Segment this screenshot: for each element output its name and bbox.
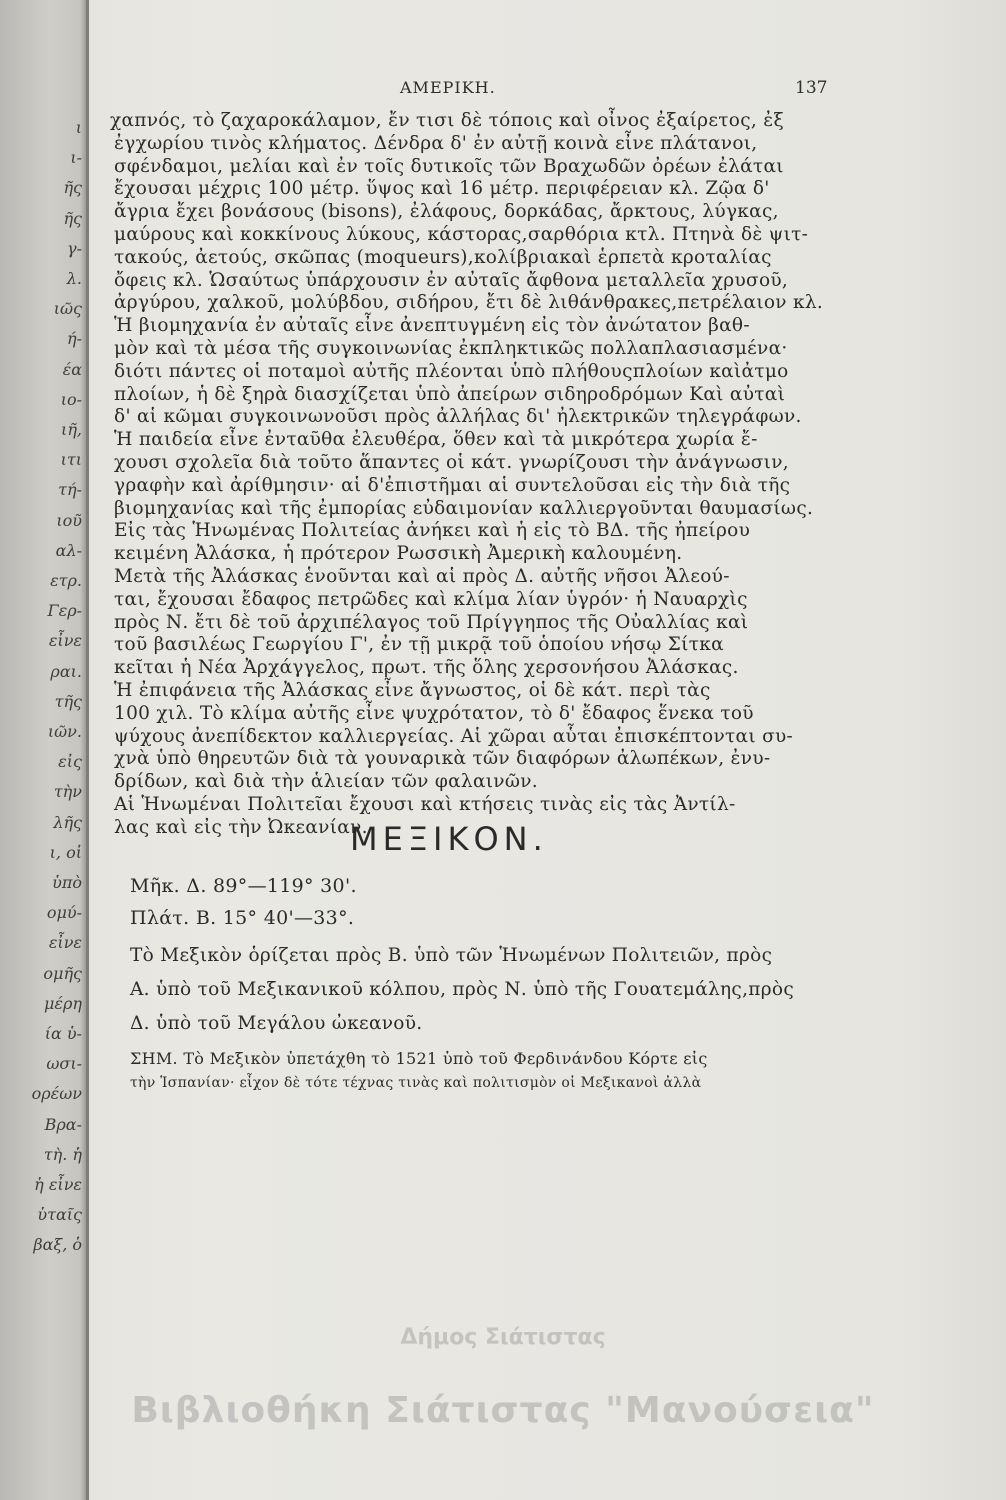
facing-page-fragment: ιτι [60,450,82,470]
facing-page-fragment: Γερ- [47,601,82,621]
text-line: πρὸς Ν. ἔτι δὲ τοῦ ἀρχιπέλαγος τοῦ Πρίγγηπος τῆς Οὐαλλίας καὶ [114,611,749,633]
text-line: Α. ὑπὸ τοῦ Μεξικανικοῦ κόλπου, πρὸς Ν. ὑπὸ τῆς Γουατεμάλης,πρὸς [130,979,795,1000]
facing-page-fragment: μέρη [44,993,82,1013]
watermark-line-1: Δήμος Σιάτιστας [400,1325,606,1350]
text-line: δ' αἱ κῶμαι συγκοινωνοῦσι πρὸς ἀλλήλας δι' ἠλεκτρικῶν τηλεγράφων. [114,406,802,428]
facing-page-fragment: ιῶς [53,299,82,319]
text-line: κεῖται ἡ Νέα Ἀρχάγγελος, πρωτ. τῆς ὅλης χερσονήσου Ἀλάσκας. [114,657,739,679]
facing-page-fragment: ιῆ, [61,420,82,439]
text-line: Εἰς τὰς Ἡνωμένας Πολιτείας ἀνήκει καὶ ἡ εἰς τὸ ΒΔ. τῆς ἠπείρου [114,520,751,542]
facing-page-fragment: ὑπὸ [52,873,82,892]
page-header [0,78,1006,108]
book-gutter [86,0,89,1500]
facing-page-fragment: ία ὑ- [44,1024,82,1043]
text-line: ται, ἔχουσαι ἔδαφος πετρῶδες καὶ κλίμα λίαν ὑγρόν· ἡ Ναυαρχὶς [114,588,748,610]
facing-page-fragment: ἡ εἶνε [34,1175,82,1194]
facing-page-fragment: εἶνε [48,631,82,651]
facing-page-fragment: ι, οἱ [49,842,82,862]
text-line: χαπνός, τὸ ζαχαροκάλαμον, ἔν τισι δὲ τόποις καὶ οἶνος ἐξαίρετος, ἐξ [110,110,784,131]
text-line: τακούς, ἀετούς, σκῶπας (moqueurs),κολίβριακαὶ ἑρπετὰ κροταλίας [114,246,772,268]
facing-page-fragment: ῆς [63,208,82,228]
text-line: ἄγρια ἔχει βονάσους (bisons), ἐλάφους, δορκάδας, ἄρκτους, λύγκας, [114,201,779,223]
text-line: Δ. ὑπὸ τοῦ Μεγάλου ὠκεανοῦ. [130,1013,423,1034]
text-line: Μετὰ τῆς Ἀλάσκας ἑνοῦνται καὶ αἱ πρὸς Δ. αὐτῆς νῆσοι Ἀλεού- [114,566,730,587]
facing-page-fragment: έα [62,359,82,379]
facing-page-fragment: ιοῦ [56,510,82,530]
coordinates-line: Μῆκ. Δ. 89°—119° 30'. [130,875,357,897]
text-line: ἐγχωρίου τινὸς κλήματος. Δένδρα δ' ἐν αὐτῇ κοινὰ εἶνε πλάτανοι, [114,132,758,154]
facing-page-fragment: αλ- [55,540,82,560]
text-line: ἀργύρου, χαλκοῦ, μολύβδου, σιδήρου, ἔτι δὲ λιθάνθρακες,πετρέλαιον κλ. [114,292,824,314]
text-line: γραφὴν καὶ ἀρίθμησιν· αἱ δ'ἐπιστῆμαι αἱ συντελοῦσαι εἰς τὴν διὰ τῆς [114,474,791,496]
facing-page-fragment: ῆς [63,178,82,198]
text-line: μὸν καὶ τὰ μέσα τῆς συγκοινωνίας ἐκπληκτικῶς πολλαπλασιασμένα· [114,338,788,359]
text-line: ὄφεις κλ. Ὡσαύτως ὑπάρχουσιν ἐν αὐταῖς ἄφθονα μεταλλεῖα χρυσοῦ, [114,269,789,291]
facing-page-fragment: τὴ. ἡ [43,1144,82,1164]
facing-page-fragment: ετρ. [50,571,82,590]
facing-page-fragment: ι [75,118,82,137]
text-line: διότι πάντες οἱ ποταμοὶ αὐτῆς πλέονται ὑπὸ πλήθουςπλοίων καὶἀτμο [114,360,789,382]
text-line: χουσι σχολεῖα διὰ τοῦτο ἅπαντες οἱ κάτ. γνωρίζουσι τὴν ἀνάγνωσιν, [114,452,789,473]
facing-page-fragment: ή- [67,329,82,349]
text-line: Αἱ Ἡνωμέναι Πολιτεῖαι ἔχουσι καὶ κτήσεις τινὰς εἰς τὰς Ἀντίλ- [114,794,736,815]
facing-page-fragment: ορέων [31,1084,82,1104]
facing-page-fragment: εἶνε [48,933,82,953]
text-line: λας καὶ εἰς τὴν Ὠκεανίαν. [114,816,368,838]
text-line: πλοίων, ἡ δὲ ξηρὰ διασχίζεται ὑπὸ ἀπείρων σιδηροδρόμων Καὶ αὐταὶ [114,383,786,405]
text-line: ΣΗΜ. Τὸ Μεξικὸν ὑπετάχθη τὸ 1521 ὑπὸ τοῦ Φερδινάνδου Κόρτε εἰς [130,1049,708,1068]
text-line: Ἡ ἐπιφάνεια τῆς Ἀλάσκας εἶνε ἄγνωστος, οἱ δὲ κάτ. περὶ τὰς [114,680,711,701]
facing-page-edge [0,0,86,1500]
text-line: ἔχουσαι μέχρις 100 μέτρ. ὕψος καὶ 16 μέτρ. περιφέρειαν κλ. Ζῷα δ' [114,178,770,200]
facing-page-fragment: λῆς [53,812,82,832]
facing-page-fragment: τῆς [54,691,82,711]
facing-page-fragment: τὴν [53,782,82,802]
facing-page-fragment: τή- [58,480,82,500]
watermark-line-2: Βιβλιοθήκη Σιάτιστας "Μανούσεια" [131,1390,875,1431]
facing-page-fragment: ιῶν. [47,722,82,741]
facing-page-fragment: ομῆς [43,963,82,983]
facing-page-fragment: βαξ, ὁ [33,1235,82,1255]
coordinates-line: Πλάτ. Β. 15° 40'—33°. [130,907,355,929]
facing-page-fragment: γ- [67,238,82,258]
facing-page-fragment: ι- [70,148,82,168]
text-line: μαύρους καὶ κοκκίνους λύκους, κάστορας,σαρθόρια κτλ. Πτηνὰ δὲ ψιτ- [114,224,809,245]
text-line: Ἡ παιδεία εἶνε ἐνταῦθα ἐλευθέρα, ὅθεν καὶ τὰ μικρότερα χωρία ἔ- [114,429,758,451]
facing-page-fragment: ωσι- [46,1054,82,1074]
text-line: τοῦ βασιλέως Γεωργίου Γ', ἐν τῇ μικρᾷ τοῦ ὁποίου νήσῳ Σίτκα [114,634,724,656]
text-line: κειμένη Ἀλάσκα, ἡ πρότερον Ρωσσικὴ Ἀμερικὴ καλουμένη. [114,543,683,565]
text-line: σφένδαμοι, μελίαι καὶ ἐν τοῖς δυτικοῖς τῶν Βραχωδῶν ὀρέων ἐλάται [114,155,784,177]
text-line: βιομηχανίας καὶ τῆς ἐμπορίας εὐδαιμονίαν καλλιεργοῦνται θαυμασίως. [114,497,814,519]
facing-page-fragment: λ. [66,269,82,288]
text-line: Ἡ βιομηχανία ἐν αὐταῖς εἶνε ἀνεπτυγμένη εἰς τὸν ἀνώτατον βαθ- [114,315,750,337]
text-line: δρίδων, καὶ διὰ τὴν ἁλιείαν τῶν φαλαινῶν. [114,771,538,793]
facing-page-fragment: ὑταῖς [37,1205,82,1225]
section-title: ΜΕΞΙΚΟΝ. [350,820,548,858]
text-line: Τὸ Μεξικὸν ὁρίζεται πρὸς Β. ὑπὸ τῶν Ἡνωμένων Πολιτειῶν, πρὸς [130,945,773,966]
facing-page-fragment: ιο- [60,389,82,409]
text-line: 100 χιλ. Τὸ κλίμα αὐτῆς εἶνε ψυχρότατον, τὸ δ' ἔδαφος ἕνεκα τοῦ [114,702,754,724]
text-line: χνὰ ὑπὸ θηρευτῶν διὰ τὰ γουναρικὰ τῶν διαφόρων ἀλωπέκων, ἐνυ- [114,748,771,770]
facing-page-fragment: ομύ- [46,903,82,923]
text-line: τὴν Ἱσπανίαν· εἶχον δὲ τότε τέχνας τινὰς καὶ πολιτισμὸν οἱ Μεξικανοὶ ἀλλὰ [130,1075,702,1091]
facing-page-fragment: εἰς [58,752,82,772]
page-number: 137 [795,78,828,98]
text-line: ψύχους ἀνεπίδεκτον καλλιεργείας. Αἱ χῶραι αὗται ἐπισκέπτονται συ- [114,725,794,747]
facing-page-fragment: ραι. [50,661,82,681]
running-head: ΑΜΕΡΙΚΗ. [400,78,496,97]
facing-page-fragment: Βρα- [44,1114,82,1134]
